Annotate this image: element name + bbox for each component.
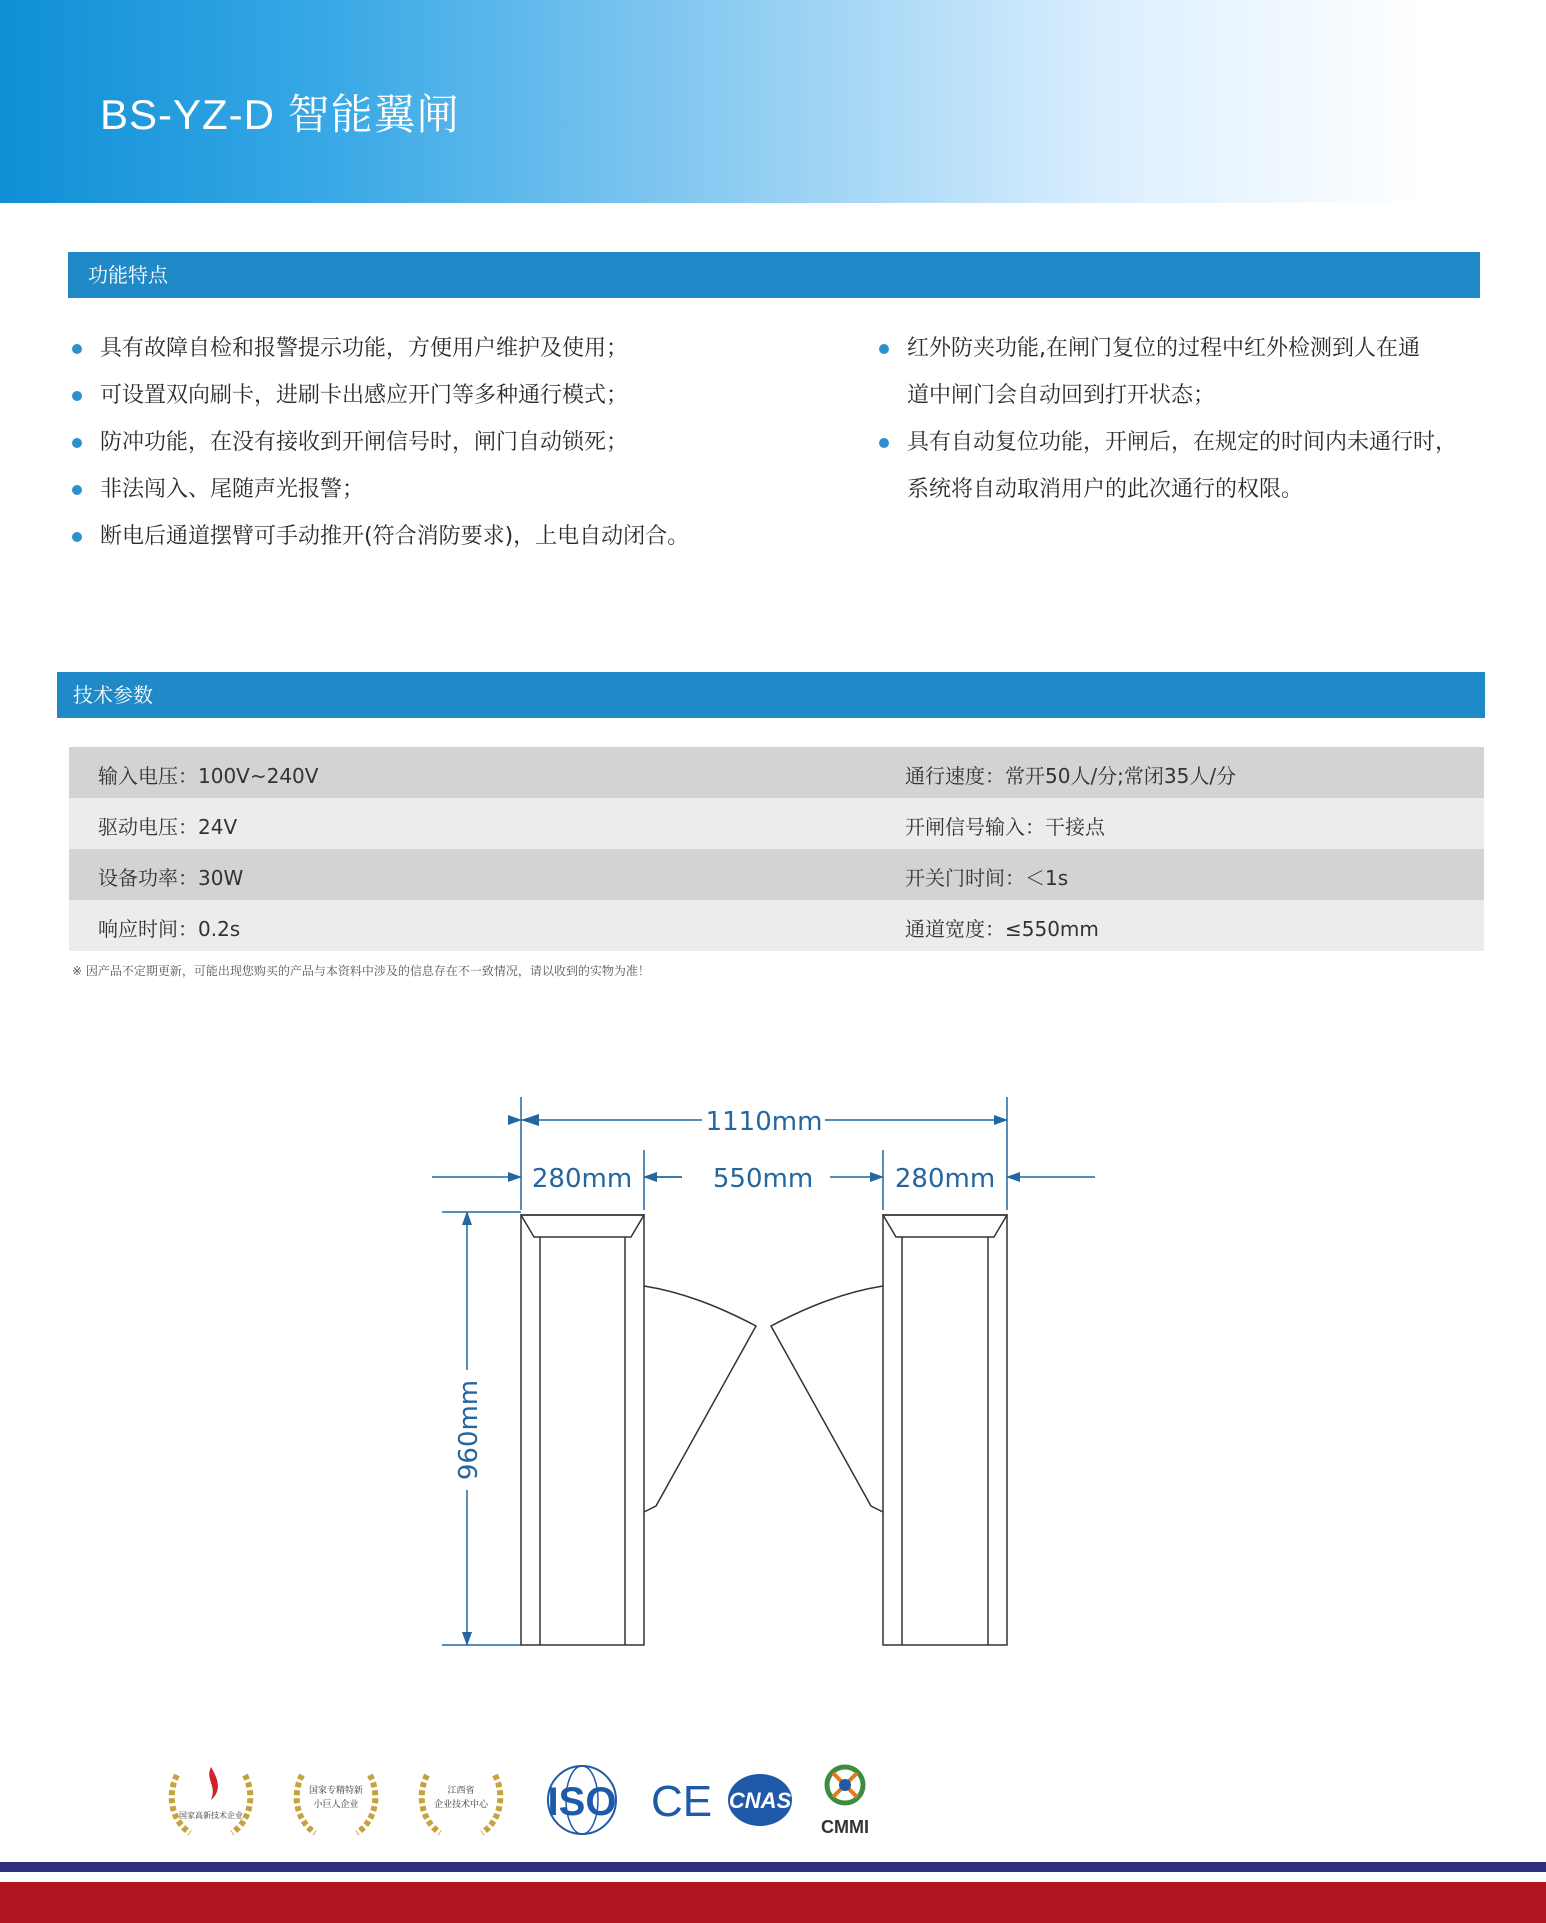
svg-text:企业技术中心: 企业技术中心 bbox=[433, 1800, 489, 1810]
spec-cell: 响应时间：0.2s bbox=[98, 917, 241, 941]
certification-logos bbox=[165, 1755, 905, 1845]
ce-mark: CE bbox=[651, 1777, 713, 1826]
svg-text:国家高新技术企业: 国家高新技术企业 bbox=[179, 1811, 243, 1820]
height-label: 960mm bbox=[454, 1379, 484, 1481]
cnas-logo bbox=[728, 1774, 792, 1826]
bullet-icon bbox=[72, 391, 82, 401]
svg-text:小巨人企业: 小巨人企业 bbox=[313, 1800, 359, 1810]
gap-width-label: 550mm bbox=[712, 1164, 814, 1194]
left-wing bbox=[644, 1286, 756, 1512]
tech-center-badge bbox=[422, 1775, 501, 1833]
spec-cell: 开闸信号输入：干接点 bbox=[905, 815, 1105, 839]
bullet-icon bbox=[879, 344, 889, 354]
list-item-continuation: 系统将自动取消用户的此次通行的权限。 bbox=[907, 477, 1304, 502]
left-cabinet-top bbox=[521, 1215, 644, 1237]
page-title: BS-YZ-D 智能翼闸 bbox=[100, 91, 460, 138]
list-item: 具有自动复位功能，开闸后，在规定的时间内未通行时， bbox=[879, 419, 1499, 466]
table-row bbox=[69, 747, 1484, 798]
little-giant-badge bbox=[297, 1775, 376, 1833]
table-row bbox=[69, 900, 1484, 951]
specs-heading-bar bbox=[57, 672, 1485, 718]
spec-cell: 通行速度：常开50人/分;常闭35人/分 bbox=[905, 764, 1237, 788]
bullet-icon bbox=[72, 344, 82, 354]
svg-text:ISO: ISO bbox=[547, 1780, 617, 1824]
left-width-label: 280mm bbox=[531, 1164, 633, 1194]
specs-table bbox=[69, 747, 1484, 951]
right-wing bbox=[771, 1286, 883, 1512]
bullet-icon bbox=[72, 532, 82, 542]
features-right-list bbox=[879, 325, 1499, 513]
list-item: 具有故障自检和报警提示功能，方便用户维护及使用； bbox=[72, 325, 852, 372]
list-item: 断电后通道摆臂可手动推开(符合消防要求)，上电自动闭合。 bbox=[72, 513, 852, 560]
spec-cell: 设备功率：30W bbox=[98, 866, 244, 890]
bullet-icon bbox=[72, 438, 82, 448]
footer-stripe-navy bbox=[0, 1862, 1546, 1872]
right-width-label: 280mm bbox=[894, 1164, 996, 1194]
spec-cell: 输入电压：100V~240V bbox=[98, 764, 319, 788]
table-row bbox=[69, 798, 1484, 849]
svg-text:国家专精特新: 国家专精特新 bbox=[308, 1786, 364, 1796]
spec-cell: 驱动电压：24V bbox=[98, 815, 238, 839]
bullet-icon bbox=[72, 485, 82, 495]
bullet-icon bbox=[879, 438, 889, 448]
footer-stripe-white bbox=[0, 1872, 1546, 1882]
spec-cell: 通道宽度：≤550mm bbox=[905, 917, 1099, 941]
spec-cell: 开关门时间：＜1s bbox=[905, 866, 1069, 890]
turnstile-dimension-diagram bbox=[420, 1080, 1120, 1660]
list-item: 防冲功能，在没有接收到开闸信号时，闸门自动锁死； bbox=[72, 419, 852, 466]
svg-text:CNAS: CNAS bbox=[728, 1788, 792, 1813]
list-item: 红外防夹功能,在闸门复位的过程中红外检测到人在通 bbox=[879, 325, 1499, 372]
svg-text:江西省: 江西省 bbox=[447, 1786, 475, 1796]
right-cabinet-top bbox=[883, 1215, 1007, 1237]
specs-heading: 技术参数 bbox=[73, 683, 153, 707]
iso-logo bbox=[548, 1766, 617, 1834]
features-heading: 功能特点 bbox=[88, 263, 168, 287]
flame-icon bbox=[209, 1767, 218, 1800]
svg-text:CMMI: CMMI bbox=[821, 1817, 869, 1837]
list-item: 非法闯入、尾随声光报警； bbox=[72, 466, 852, 513]
disclaimer-note: ※ 因产品不定期更新，可能出现您购买的产品与本资料中涉及的信息存在不一致情况，请以收到的实物为准！ bbox=[72, 964, 650, 978]
list-item: 可设置双向刷卡，进刷卡出感应开门等多种通行模式； bbox=[72, 372, 852, 419]
header-banner bbox=[0, 0, 1546, 203]
high-tech-enterprise-badge bbox=[172, 1767, 251, 1833]
features-heading-bar bbox=[68, 252, 1480, 298]
list-item-continuation: 道中闸门会自动回到打开状态； bbox=[907, 383, 1216, 408]
total-width-label: 1110mm bbox=[705, 1107, 823, 1137]
footer-stripe-red bbox=[0, 1882, 1546, 1923]
cmmi-logo bbox=[821, 1767, 869, 1837]
table-row bbox=[69, 849, 1484, 900]
features-left-list bbox=[72, 325, 852, 560]
